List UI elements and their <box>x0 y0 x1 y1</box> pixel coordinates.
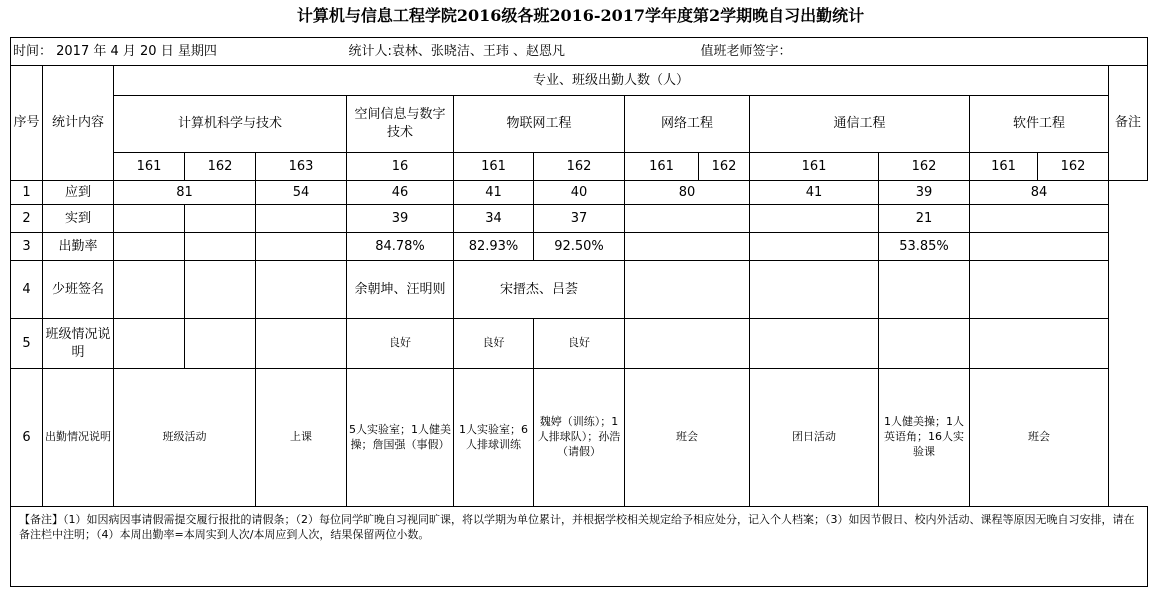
cell: 41 <box>454 181 534 205</box>
major-soft: 软件工程 <box>970 96 1109 153</box>
info-row <box>11 38 1148 66</box>
cell: 40 <box>534 181 625 205</box>
table-row <box>11 369 1148 507</box>
row-no: 1 <box>11 181 43 205</box>
table-row <box>11 181 1148 205</box>
table-row <box>11 233 1148 261</box>
cell: 班会 <box>625 369 750 507</box>
row-label: 班级情况说明 <box>43 319 114 369</box>
class-cs-163: 163 <box>256 153 347 181</box>
cell: 魏婷（训练）；1人排球队）；孙浩（请假） <box>534 369 625 507</box>
cell: 1人实验室；6人排球训练 <box>454 369 534 507</box>
cell: 81 <box>114 181 256 205</box>
cell: 班会 <box>970 369 1109 507</box>
row-no: 3 <box>11 233 43 261</box>
row-no: 5 <box>11 319 43 369</box>
cell: 37 <box>534 205 625 233</box>
major-net: 网络工程 <box>625 96 750 153</box>
cell: 5人实验室；1人健美操；詹国强（事假） <box>347 369 454 507</box>
class-net-161: 161 <box>625 153 699 181</box>
row-label: 少班签名 <box>43 261 114 319</box>
cell: 团日活动 <box>750 369 879 507</box>
content-header: 统计内容 <box>43 66 114 181</box>
major-space: 空间信息与数字技术 <box>347 96 454 153</box>
major-header-row <box>11 96 1148 153</box>
cell: 53.85% <box>879 233 970 261</box>
cell: 84 <box>970 181 1109 205</box>
class-soft-162: 162 <box>1038 153 1109 181</box>
cell: 34 <box>454 205 534 233</box>
cell: 41 <box>750 181 879 205</box>
cell: 39 <box>879 181 970 205</box>
cell: 1人健美操；1人英语角；16人实验课 <box>879 369 970 507</box>
class-iot-162: 162 <box>534 153 625 181</box>
cell: 宋搢杰、吕荟 <box>454 261 625 319</box>
group-header: 专业、班级出勤人数（人） <box>114 66 1109 96</box>
row-no: 2 <box>11 205 43 233</box>
date-text: 时间： 2017 年 4 月 20 日 星期四 <box>11 38 347 66</box>
page-title: 计算机与信息工程学院2016级各班2016-2017学年度第2学期晚自习出勤统计 <box>296 6 865 25</box>
class-tel-161: 161 <box>750 153 879 181</box>
cell: 80 <box>625 181 750 205</box>
stat-people-text: 统计人:袁林、张晓洁、王玮 、赵恩凡 <box>347 38 699 66</box>
class-cs-161: 161 <box>114 153 185 181</box>
cell: 良好 <box>534 319 625 369</box>
cell: 余朝坤、汪明则 <box>347 261 454 319</box>
cell: 46 <box>347 181 454 205</box>
row-label: 应到 <box>43 181 114 205</box>
class-iot-161: 161 <box>454 153 534 181</box>
cell: 良好 <box>454 319 534 369</box>
table-row <box>11 205 1148 233</box>
cell: 上课 <box>256 369 347 507</box>
cell: 班级活动 <box>114 369 256 507</box>
note-row <box>11 507 1148 587</box>
cell: 21 <box>879 205 970 233</box>
table-row <box>11 261 1148 319</box>
teacher-sign-text: 值班老师签字： <box>699 38 1148 66</box>
class-tel-162: 162 <box>879 153 970 181</box>
cell: 82.93% <box>454 233 534 261</box>
cell: 84.78% <box>347 233 454 261</box>
row-no: 6 <box>11 369 43 507</box>
row-label: 出勤情况说明 <box>43 369 114 507</box>
remark-header: 备注 <box>1109 66 1148 181</box>
cell: 良好 <box>347 319 454 369</box>
note-text: 【备注】（1）如因病因事请假需提交履行报批的请假条；（2）每位同学旷晚自习视同旷课，将以学期为单位累计，并根据学校相关规定给予相应处分，记入个人档案；（3）如因节假日、校内外活动、课程等原因无晚自习安排，请在备注栏中注明；（4）本周出勤率=本周实到人次/本周应到人次，结果保留两位小数。 <box>11 507 1148 587</box>
row-no: 4 <box>11 261 43 319</box>
row-label: 实到 <box>43 205 114 233</box>
class-soft-161: 161 <box>970 153 1038 181</box>
cell: 39 <box>347 205 454 233</box>
seq-header: 序号 <box>11 66 43 181</box>
table-row <box>11 319 1148 369</box>
major-tel: 通信工程 <box>750 96 970 153</box>
class-space-16: 16 <box>347 153 454 181</box>
cell: 54 <box>256 181 347 205</box>
class-header-row <box>11 153 1148 181</box>
major-iot: 物联网工程 <box>454 96 625 153</box>
major-cs: 计算机科学与技术 <box>114 96 347 153</box>
remark-cell <box>1109 181 1148 507</box>
group-header-row <box>11 66 1148 96</box>
row-label: 出勤率 <box>43 233 114 261</box>
class-cs-162: 162 <box>185 153 256 181</box>
class-net-162: 162 <box>699 153 750 181</box>
cell: 92.50% <box>534 233 625 261</box>
attendance-table <box>10 37 1148 587</box>
